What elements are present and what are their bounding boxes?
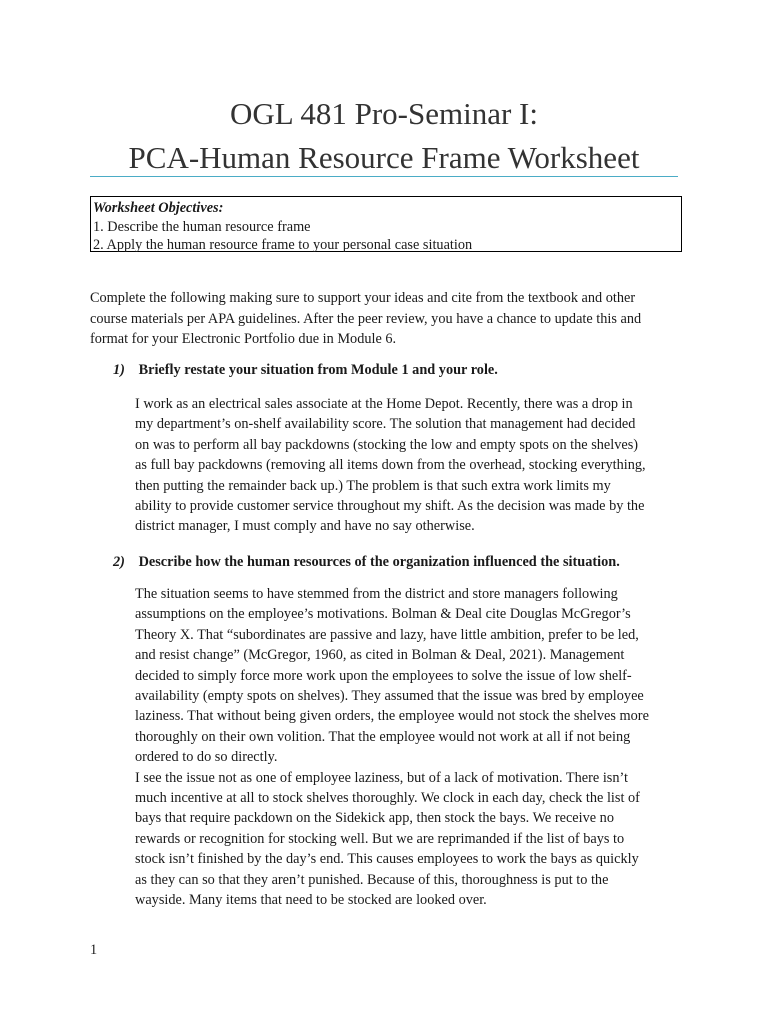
page-number: 1: [90, 942, 98, 958]
intro-line: format for your Electronic Portfolio due in Module 6.: [90, 331, 397, 347]
question-text: Briefly restate your situation from Module 1 and your role.: [138, 362, 498, 378]
answer-line: ability to provide customer service throughout my shift. As the decision was made by the: [135, 498, 645, 515]
answer-line: district manager, I must comply and have no say otherwise.: [135, 518, 475, 535]
answer-line: I work as an electrical sales associate at the Home Depot. Recently, there was a drop in: [135, 396, 633, 412]
title-line-2: PCA-Human Resource Frame Worksheet: [128, 140, 640, 175]
document-title: [0, 92, 768, 180]
intro-paragraph: [90, 288, 690, 350]
intro-line: Complete the following making sure to support your ideas and cite from the textbook and other: [90, 290, 636, 306]
answer-1: [135, 394, 695, 537]
answer-line: then putting the remainder back up.) The problem is that such extra work limits my: [135, 477, 611, 494]
answer-line: bays that require packdown on the Sidekick app, then stock the bays. We receive no: [135, 810, 614, 827]
objectives-heading: Worksheet Objectives:: [93, 200, 224, 216]
answer-line: my department’s on-shelf availability score. The solution that management had decided: [135, 416, 636, 433]
answer-2: [135, 584, 695, 911]
question-1: [113, 360, 498, 380]
intro-line: course materials per APA guidelines. After the peer review, you have a chance to update this and: [90, 310, 642, 327]
answer-line: laziness. That without being given orders, the employee would not stock the shelves more: [135, 708, 649, 725]
objective-item: 2. Apply the human resource frame to your personal case situation: [93, 237, 473, 253]
answer-line: as full bay packdowns (removing all items down from the overhead, stocking everything,: [135, 457, 646, 474]
answer-line: I see the issue not as one of employee laziness, but of a lack of motivation. There isn’t: [135, 769, 628, 786]
answer-line: Theory X. That “subordinates are passive and lazy, have little ambition, prefer to be led,: [135, 626, 639, 643]
answer-line: rewards or recognition for stocking well. But we are reprimanded if the list of bays to: [135, 830, 625, 847]
answer-line: wayside. Many items that need to be stocked are looked over.: [135, 892, 487, 909]
answer-line: much incentive at all to stock shelves thoroughly. We clock in each day, check the list of: [135, 790, 640, 807]
answer-line: assumptions on the employee’s motivations. Bolman & Deal cite Douglas McGregor’s: [135, 606, 631, 623]
answer-line: and resist change” (McGregor, 1960, as cited in Bolman & Deal, 2021). Management: [135, 647, 625, 664]
objective-item: 1. Describe the human resource frame: [93, 218, 311, 235]
objectives-box: [90, 196, 682, 252]
question-2: [113, 552, 620, 572]
answer-line: decided to simply force more work upon the employees to solve the issue of low shelf-: [135, 667, 632, 684]
question-number: 2): [113, 554, 125, 570]
answer-line: on was to perform all bay packdowns (stocking the low and empty spots on the shelves): [135, 436, 639, 453]
answer-line: thoroughly on their own volition. That the employee would not work at all if not being: [135, 728, 631, 745]
answer-line: The situation seems to have stemmed from the district and store managers following: [135, 586, 618, 602]
title-divider: [90, 176, 678, 177]
answer-line: ordered to do so directly.: [135, 749, 278, 766]
question-number: 1): [113, 362, 125, 378]
question-text: Describe how the human resources of the organization influenced the situation.: [138, 554, 620, 570]
title-line-1: OGL 481 Pro-Seminar I:: [230, 96, 538, 131]
answer-line: stock isn’t finished by the day’s end. This causes employees to work the bays as quickly: [135, 851, 639, 868]
answer-line: availability (empty spots on shelves). They assumed that the issue was bred by employee: [135, 688, 644, 705]
answer-line: as they can so that they aren’t punished. Because of this, thoroughness is put to the: [135, 871, 609, 888]
